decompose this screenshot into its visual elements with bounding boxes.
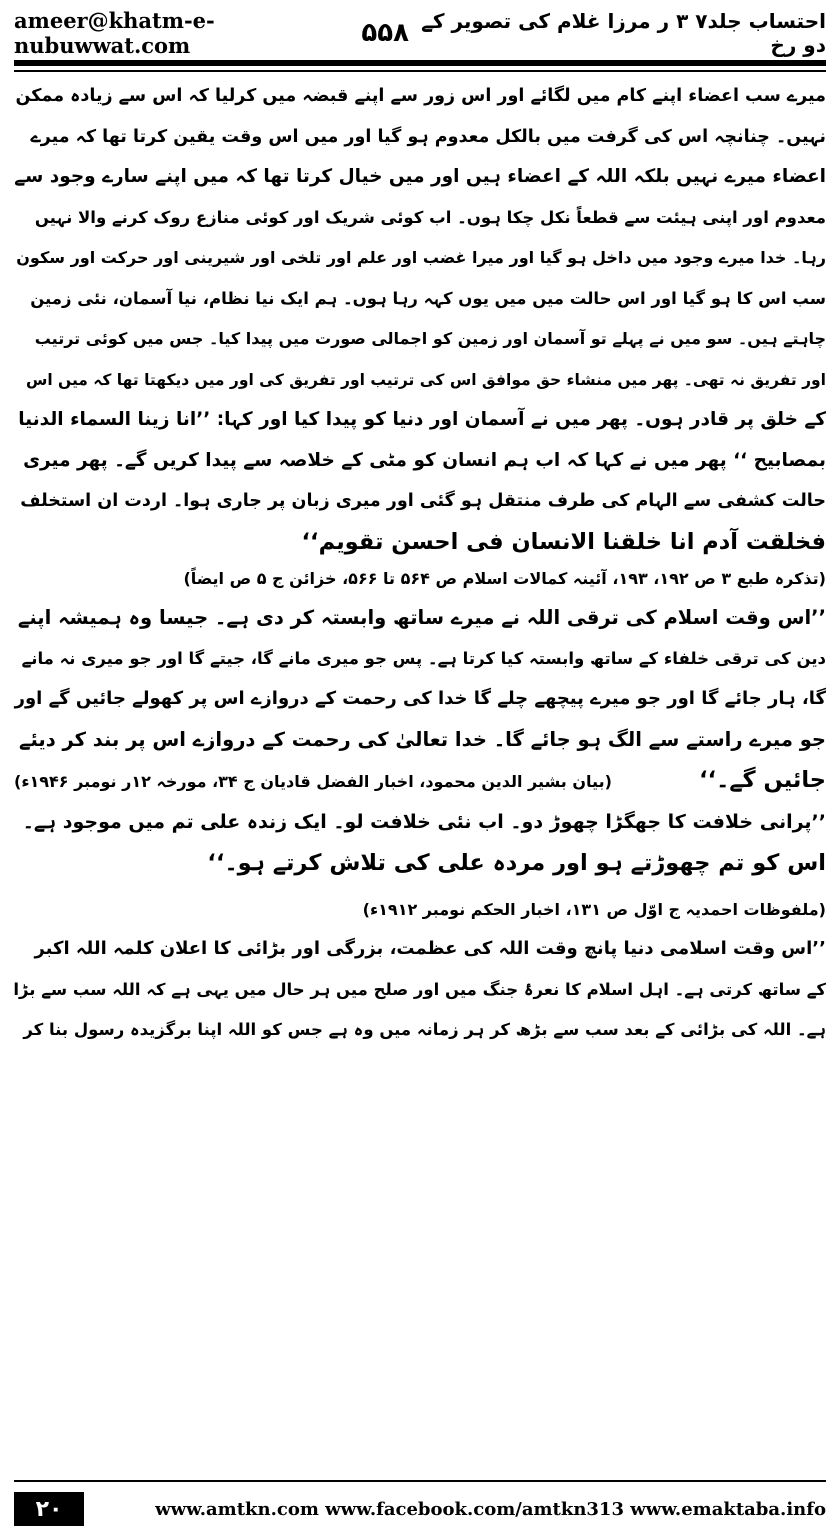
paragraph-2 bbox=[14, 598, 826, 760]
paragraph-2-last-line bbox=[14, 760, 826, 802]
text-line: بمصابیح ‘‘ پھر میں نے کہا کہ اب ہم انسان کو مٹی کے خلاصہ سے پیدا کریں گے۔ پھر میری bbox=[23, 449, 826, 471]
page-body bbox=[14, 76, 826, 1051]
text-line: ’’اس وقت اسلام کی ترقی اللہ نے میرے ساتھ وابستہ کر دی ہے۔ جیسا وہ ہمیشہ اپنے bbox=[17, 606, 826, 629]
text-line: میرے سب اعضاء اپنے کام میں لگائے اور اس زور سے اپنے قبضہ میں کرلیا کہ اس سے زیادہ ممکن bbox=[15, 86, 826, 106]
text-line: گا، ہار جائے گا اور جو میرے پیچھے چلے گا خدا کی رحمت کے دروازے اس پر کھولے جائیں گے اور bbox=[14, 688, 826, 709]
text-line: جو میرے راستے سے الگ ہو جائے گا۔ خدا تعالیٰ کی رحمت کے دروازے اس پر بند کر دیئے bbox=[19, 727, 826, 751]
page-header bbox=[14, 10, 826, 56]
footer-links[interactable]: www.amtkn.com www.facebook.com/amtkn313 www.emaktaba.info bbox=[155, 1498, 826, 1520]
paragraph-1 bbox=[14, 76, 826, 562]
citation-1: (تذکرہ طبع ۳ ص ۱۹۲، ۱۹۳، آئینہ کمالات اسلام ص ۵۶۴ تا ۵۶۶، خزائن ج ۵ ص ایضاً) bbox=[183, 569, 826, 588]
text-line: جائیں گے۔‘‘ bbox=[699, 767, 826, 793]
text-line: رہا۔ خدا میرے وجود میں داخل ہو گیا اور میرا غضب اور علم اور تلخی اور شیرینی اور حرکت اور سکون bbox=[16, 248, 826, 267]
footer-rule bbox=[14, 1480, 826, 1482]
header-rule-thick bbox=[14, 60, 826, 66]
text-line: ’’اس وقت اسلامی دنیا پانچ وقت اللہ کی عظمت، بزرگی اور بڑائی کا اعلان کلمہ اللہ اکبر bbox=[34, 938, 826, 959]
text-line: کے ساتھ کرتی ہے۔ اہل اسلام کا نعرۂ جنگ میں اور صلح میں ہر حال میں یہی ہے کہ اللہ سب سے بڑا bbox=[13, 979, 826, 999]
text-line: نہیں۔ چنانچہ اس کی گرفت میں بالکل معدوم ہو گیا اور میں اس وقت یقین کرتا تھا کہ میرے bbox=[30, 126, 826, 147]
text-line: اور تفریق نہ تھی۔ پھر میں منشاء حق موافق اس کی ترتیب اور تفریق کی اور میں دیکھتا تھا کہ میں اس bbox=[25, 370, 826, 389]
text-line: دین کی ترقی خلفاء کے ساتھ وابستہ کیا کرتا ہے۔ پس جو میری مانے گا، جیتے گا اور جو میری نہ مانے bbox=[21, 648, 826, 668]
citation-3: (ملفوظات احمدیہ ج اوّل ص ۱۳۱، اخبار الحکم نومبر ۱۹۱۲ء) bbox=[362, 900, 826, 919]
text-line: حالت کشفی سے الہام کی طرف منتقل ہو گئی اور میری زبان پر جاری ہوا۔ اردت ان استخلف bbox=[20, 491, 826, 511]
text-line: چاہتے ہیں۔ سو میں نے پہلے تو آسمان اور زمین کو اجمالی صورت میں پیدا کیا۔ جس میں کوئی ترتیب bbox=[34, 329, 826, 348]
header-title: احتساب جلد۷ ۳ ر مرزا غلام کی تصویر کے دو رخ bbox=[421, 9, 826, 57]
text-line: کے خلق پر قادر ہوں۔ پھر میں نے آسمان اور دنیا کو پیدا کیا اور کہا: ’’انا زینا السماء الدنیا bbox=[18, 409, 826, 430]
paragraph-3 bbox=[14, 802, 826, 883]
text-line: معدوم اور اپنی ہیئت سے قطعاً نکل چکا ہوں۔ اب کوئی شریک اور کوئی منازع روک کرنے والا نہیں bbox=[34, 207, 826, 227]
text-line: ہے۔ اللہ کی بڑائی کے بعد سب سے بڑھ کر ہر زمانہ میں وہ ہے جس کو اللہ اپنا برگزیدہ رسول بنا کر bbox=[23, 1020, 826, 1039]
page-footer bbox=[14, 1488, 826, 1530]
paragraph-4 bbox=[14, 929, 826, 1051]
text-line: اس کو تم چھوڑتے ہو اور مردہ علی کی تلاش کرتے ہو۔‘‘ bbox=[207, 849, 826, 876]
header-page-number: ۵۵۸ bbox=[361, 18, 409, 48]
text-line: اعضاء میرے نہیں بلکہ اللہ کے اعضاء ہیں اور میں خیال کرتا تھا کہ میں اپنے سارے وجود سے bbox=[14, 166, 826, 187]
header-rule-thin bbox=[14, 70, 826, 72]
citation-2: (بیان بشیر الدین محمود، اخبار الفضل قادیان ج ۳۴، مورخہ ۱۲ر نومبر ۱۹۴۶ء) bbox=[14, 772, 612, 791]
text-line: فخلقت آدم انا خلقنا الانسان فی احسن تقویم‘‘ bbox=[301, 528, 826, 555]
footer-page-number: ۲۰ bbox=[14, 1492, 84, 1526]
header-email[interactable]: ameer@khatm-e-nubuwwat.com bbox=[14, 8, 215, 58]
text-line: ’’پرانی خلافت کا جھگڑا چھوڑ دو۔ اب نئی خلافت لو۔ ایک زندہ علی تم میں موجود ہے۔ bbox=[22, 811, 826, 833]
text-line: سب اس کا ہو گیا اور اس حالت میں میں یوں کہہ رہا ہوں۔ ہم ایک نیا نظام، نیا آسمان، نئی زمین bbox=[30, 288, 826, 308]
header-left bbox=[14, 8, 409, 58]
